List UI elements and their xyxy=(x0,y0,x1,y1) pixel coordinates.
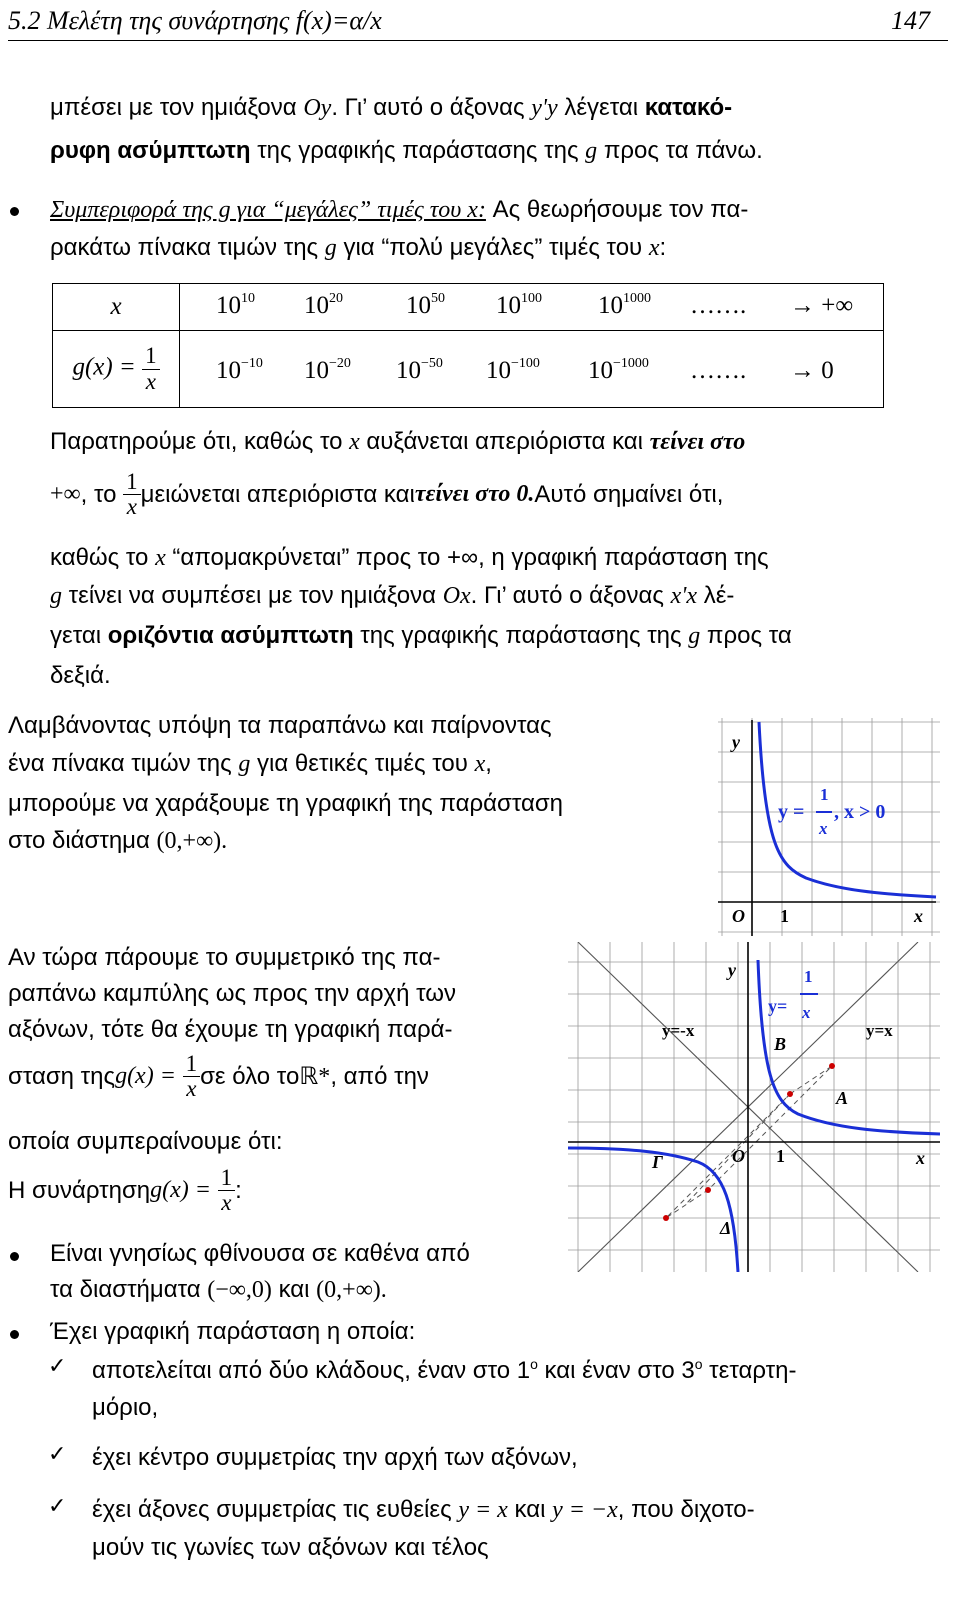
table-cell: $10^{1000}$ xyxy=(598,290,651,319)
bullet1-line1: Είναι γνησίως φθίνουσα σε καθένα από xyxy=(50,1240,470,1267)
bullet1-line2: τα διαστήματα (−∞,0) και (0,+∞). xyxy=(50,1276,387,1303)
p3-line4: g τείνει να συμπέσει με τον ημιάξονα Ox. Γι’ αυτό ο άξονας x'x λέ- xyxy=(50,582,735,609)
p4-line1: Λαμβάνοντας υπόψη τα παραπάνω και παίρνοντας xyxy=(8,712,552,739)
table-dots: ……. xyxy=(690,292,747,319)
table-cell: $10^{-100}$ xyxy=(486,355,540,384)
bullet-dot xyxy=(10,207,19,216)
x-axis-label: x xyxy=(916,1148,925,1168)
table-cell: $10^{100}$ xyxy=(496,290,542,319)
point-d-label: Δ xyxy=(720,1218,732,1238)
point-d xyxy=(705,1187,711,1193)
table-cell: $10^{-20}$ xyxy=(304,355,351,384)
p5-line3: αξόνων, τότε θα έχουμε τη γραφική παρά- xyxy=(8,1016,453,1043)
p5-line4: σταση της g(x) = $\frac{1}{x}$ σε όλο το ℝ* , από την xyxy=(8,1051,429,1102)
p5-line2: ραπάνω καμπύλης ως προς την αρχή των xyxy=(8,980,456,1007)
graph-hyperbola-full xyxy=(568,942,940,1272)
section-heading: Συμπεριφορά της g για “μεγάλες” τιμές του x: xyxy=(50,197,486,223)
page-number: 147 xyxy=(891,6,930,35)
unit-label: 1 xyxy=(780,906,789,926)
y-axis-label: y xyxy=(728,960,736,980)
check3-line2: μούν τις γωνίες των αξόνων και τέλος xyxy=(92,1534,489,1561)
table-limit: → 0 xyxy=(790,357,834,384)
p3-line2: +∞ , το $\frac{1}{x}$ μειώνεται απεριόριστα και τείνει στο 0. Αυτό σημαίνει ότι, xyxy=(50,469,724,520)
equation-lhs: y= xyxy=(768,996,788,1016)
line-label-y-neg-x: y=-x xyxy=(662,1021,695,1040)
header-title: 5.2 Μελέτη της συνάρτησης f(x)=α/x xyxy=(8,6,382,35)
table-label-gx: g(x) = $\frac{1}{x}$ xyxy=(53,331,180,408)
equation-cond: , x > 0 xyxy=(834,801,886,823)
origin-label: O xyxy=(732,1146,745,1166)
table-label-x: x xyxy=(53,284,180,331)
bullet-dot xyxy=(10,1252,19,1261)
p4-line2: ένα πίνακα τιμών της g για θετικές τιμές του x, xyxy=(8,750,492,777)
table-cell: $10^{50}$ xyxy=(406,290,445,319)
p3-line3: καθώς το x “απομακρύνεται” προς το +∞, η γραφική παράσταση της xyxy=(50,544,769,571)
equation-den: x xyxy=(819,819,828,838)
point-b-label: B xyxy=(774,1034,787,1054)
equation-num: 1 xyxy=(820,785,829,804)
equation-den: x xyxy=(802,1003,811,1022)
x-axis-label: x xyxy=(914,906,923,926)
check1-line2: μόριο, xyxy=(92,1394,159,1421)
equation-lhs: y = xyxy=(778,801,805,823)
line-label-y-x: y=x xyxy=(866,1021,893,1040)
point-b xyxy=(787,1091,793,1097)
p2-line2: ρακάτω πίνακα τιμών της g για “πολύ μεγάλες” τιμές του x: xyxy=(50,234,667,261)
point-a-label: A xyxy=(836,1088,849,1108)
table-cell: $10^{10}$ xyxy=(216,290,255,319)
table-cell: $10^{20}$ xyxy=(304,290,343,319)
point-g-label: Γ xyxy=(652,1152,663,1172)
table-cell: $10^{-1000}$ xyxy=(588,355,649,384)
bullet2-line: Έχει γραφική παράσταση η οποία: xyxy=(50,1318,416,1345)
equation-num: 1 xyxy=(804,967,813,986)
check3-line1: έχει άξονες συμμετρίας τις ευθείες y = x και y = −x, που διχοτο- xyxy=(92,1496,755,1523)
y-axis-label: y xyxy=(732,732,740,752)
grid xyxy=(568,942,940,1272)
running-header xyxy=(8,6,948,41)
check-icon: ✓ xyxy=(48,1442,67,1467)
p5-line6: Η συνάρτηση g(x) = $\frac{1}{x}$ : xyxy=(8,1165,242,1216)
values-table xyxy=(52,283,884,408)
p5-line1: Αν τώρα πάρουμε το συμμετρικό της πα- xyxy=(8,944,441,971)
table-cell: $10^{-10}$ xyxy=(216,355,263,384)
check2-line: έχει κέντρο συμμετρίας την αρχή των αξόνων, xyxy=(92,1444,578,1471)
p1-line1: μπέσει με τον ημιάξονα Oy. Γι’ αυτό ο άξονας y'y λέγεται κατακό- xyxy=(50,94,733,121)
origin-label: O xyxy=(732,906,745,926)
p3-line6: δεξιά. xyxy=(50,662,111,689)
p1-line2: ρυφη ασύμπτωτη της γραφικής παράστασης της g προς τα πάνω. xyxy=(50,137,763,164)
p2-line1: Συμπεριφορά της g για “μεγάλες” τιμές του x: Ας θεωρήσουμε τον πα- xyxy=(50,196,749,223)
p3-line5: γεται οριζόντια ασύμπτωτη της γραφικής παράστασης της g προς τα xyxy=(50,622,792,649)
check-icon: ✓ xyxy=(48,1354,67,1379)
p4-line4: στο διάστημα (0,+∞). xyxy=(8,827,228,854)
table-dots: ……. xyxy=(690,357,747,384)
point-g xyxy=(663,1215,669,1221)
p5-line5: οποία συμπεραίνουμε ότι: xyxy=(8,1128,283,1155)
graph-hyperbola-positive xyxy=(718,718,940,936)
table-cell: $10^{-50}$ xyxy=(396,355,443,384)
check-icon: ✓ xyxy=(48,1494,67,1519)
table-row xyxy=(53,331,884,408)
table-row xyxy=(53,284,884,331)
p4-line3: μπορούμε να χαράξουμε τη γραφική της παράσταση xyxy=(8,790,563,817)
bullet-dot xyxy=(10,1330,19,1339)
point-a xyxy=(829,1063,835,1069)
table-limit: → +∞ xyxy=(790,292,854,319)
p3-line1: Παρατηρούμε ότι, καθώς το x αυξάνεται απεριόριστα και τείνει στο xyxy=(50,428,746,455)
unit-label: 1 xyxy=(776,1146,785,1166)
check1-line1: αποτελείται από δύο κλάδους, έναν στο $1^o$ και έναν στο $3^o$ τεταρτη- xyxy=(92,1356,797,1384)
